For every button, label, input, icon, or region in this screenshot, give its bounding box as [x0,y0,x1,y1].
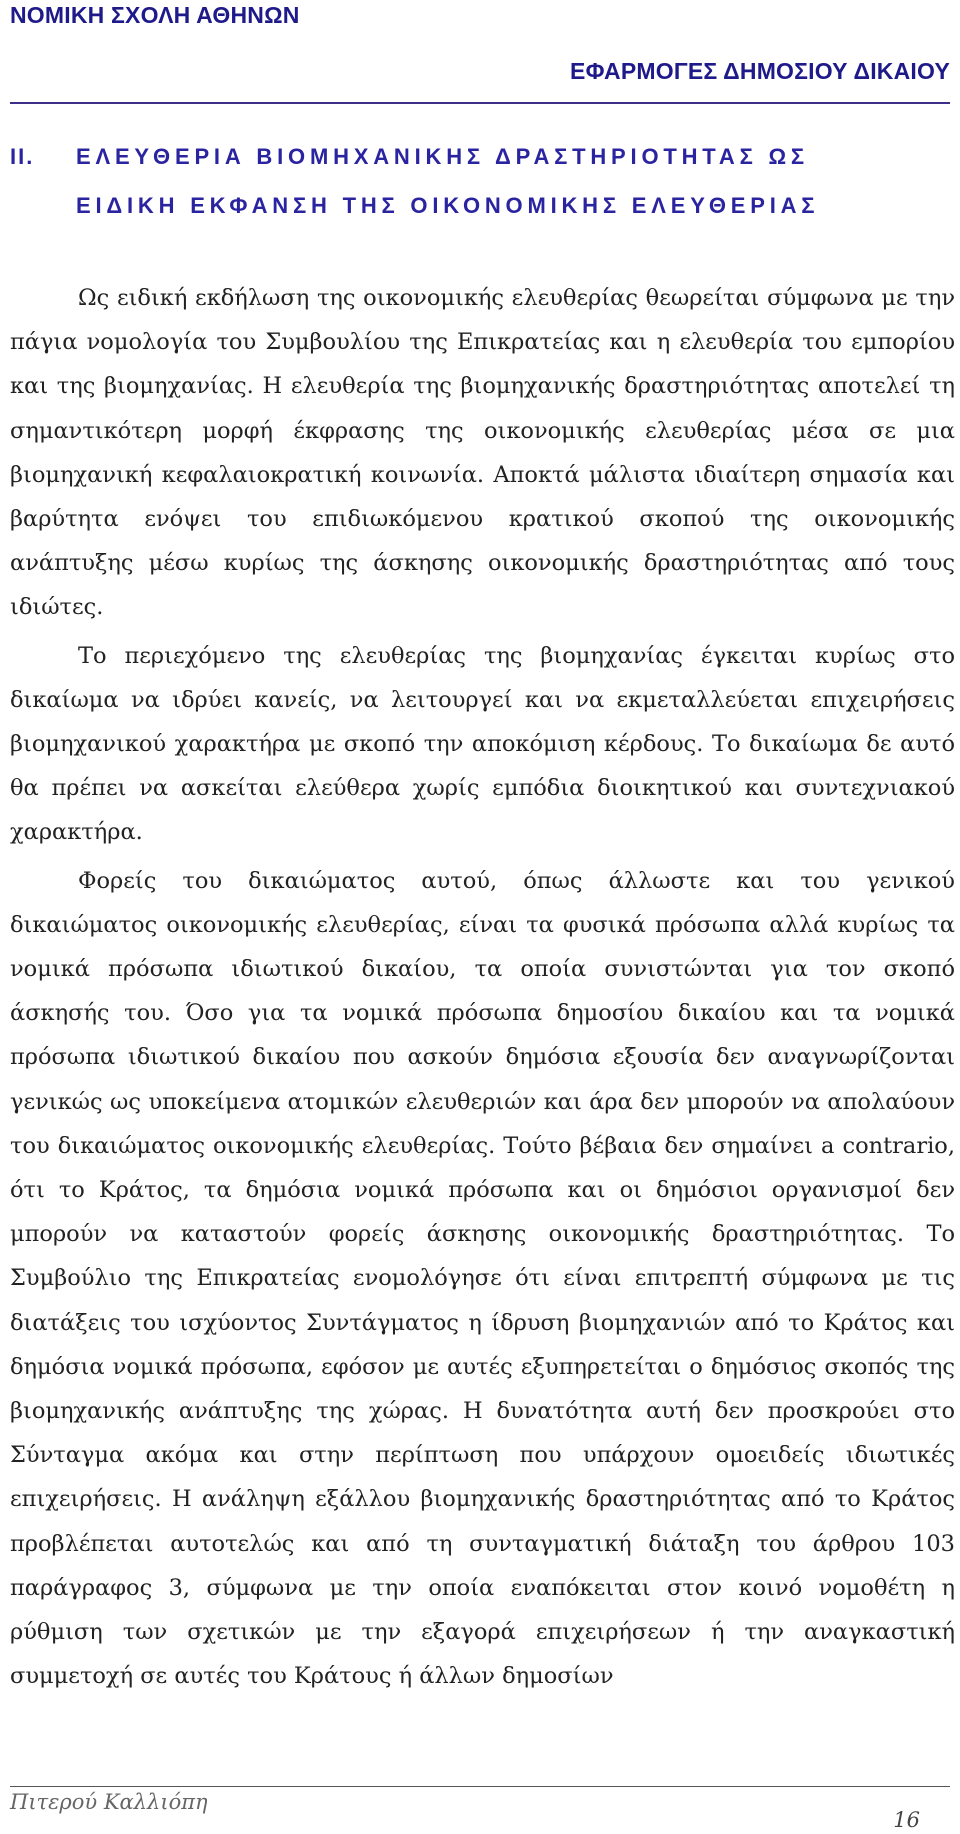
footer-author: Πιτερού Καλλιόπη [10,1790,208,1814]
section-number: ΙΙ. [10,144,35,169]
header-school-name: ΝΟΜΙΚΗ ΣΧΟΛΗ ΑΘΗΝΩΝ [10,2,300,28]
paragraph-2: Το περιεχόμενο της ελευθερίας της βιομηχανίας έγκειται κυρίως στο δικαίωμα να ιδρύει κανείς, να λειτουργεί και να εκμεταλλεύεται επιχειρήσεις βιομηχανικού χαρακτήρα με σκοπό την αποκόμιση κέρδους. Το δικαίωμα δε αυτό θα πρέπει να ασκείται ελεύθερα χωρίς εμπόδια διοικητικού και συντεχνιακού χαρακτήρα. [10,642,955,846]
body-text [10,276,955,1703]
header-divider [10,102,950,104]
section-heading [10,132,950,230]
section-title-line-2: ΕΙΔΙΚΗ ΕΚΦΑΝΣΗ ΤΗΣ ΟΙΚΟΝΟΜΙΚΗΣ ΕΛΕΥΘΕΡΙΑΣ [76,193,820,218]
paragraph-1: Ως ειδική εκδήλωση της οικονομικής ελευθερίας θεωρείται σύμφωνα με την πάγια νομολογία του Συμβουλίου της Επικρατείας και η ελευθερία του εμπορίου και της βιομηχανίας. Η ελευθερία της βιομηχανικής δραστηριότητας αποτελεί τη σημαντικότερη μορφή έκφρασης της οικονομικής ελευθερίας μέσα σε μια βιομηχανική κεφαλαιοκρατική κοινωνία. Αποκτά μάλιστα ιδιαίτερη σημασία και βαρύτητα ενόψει του επιδιωκόμενου κρατικού σκοπού της οικονομικής ανάπτυξης μέσω κυρίως της άσκησης οικονομικής δραστηριότητας από τους ιδιώτες. [10,285,955,621]
paragraph-3: Φορείς του δικαιώματος αυτού, όπως άλλωστε και του γενικού δικαιώματος οικονομικής ελευθερίας, είναι τα φυσικά πρόσωπα αλλά κυρίως τα νομικά πρόσωπα ιδιωτικού δικαίου, τα οποία συνιστώνται για τον σκοπό άσκησής του. Όσο για τα νομικά πρόσωπα δημοσίου δικαίου και τα νομικά πρόσωπα ιδιωτικού δικαίου που ασκούν δημόσια εξουσία δεν αναγνωρίζονται γενικώς ως υποκείμενα ατομικών ελευθεριών και άρα δεν μπορούν να απολαύουν του δικαιώματος οικονομικής ελευθερίας. Τούτο βέβαια δεν σημαίνει a contrario, ότι το Κράτος, τα δημόσια νομικά πρόσωπα και οι δημόσιοι οργανισμοί δεν μπορούν να καταστούν φορείς άσκησης οικονομικής δραστηριότητας. Το Συμβούλιο της Επικρατείας ενομολόγησε ότι είναι επιτρεπτή σύμφωνα με τις διατάξεις του ισχύοντος Συντάγματος η ίδρυση βιομηχανιών από το Κράτος και δημόσια νομικά πρόσωπα, εφόσον με αυτές εξυπηρετείται ο δημόσιος σκοπός της βιομηχανικής ανάπτυξης της χώρας. Η δυνατότητα αυτή δεν προσκρούει στο Σύνταγμα ακόμα και στην περίπτωση που υπάρχουν ομοειδείς ιδιωτικές επιχειρήσεις. Η ανάληψη εξάλλου βιομηχανικής δραστηριότητας από το Κράτος προβλέπεται αυτοτελώς και από τη συνταγματική διάταξη του άρθρου 103 παράγραφος 3, σύμφωνα με την οποία εναπόκειται στον κοινό νομοθέτη η ρύθμιση των σχετικών με την εξαγορά επιχειρήσεων ή την αναγκαστική συμμετοχή σε αυτές του Κράτους ή άλλων δημοσίων [10,867,955,1690]
section-heading-line-1 [10,132,950,181]
section-title-line-1: ΕΛΕΥΘΕΡΙΑ ΒΙΟΜΗΧΑΝΙΚΗΣ ΔΡΑΣΤΗΡΙΟΤΗΤΑΣ ΩΣ [76,144,809,169]
header-course-title: ΕΦΑΡΜΟΓΕΣ ΔΗΜΟΣΙΟΥ ΔΙΚΑΙΟΥ [570,58,950,84]
page-number: 16 [893,1808,920,1832]
footer-divider [10,1786,950,1787]
